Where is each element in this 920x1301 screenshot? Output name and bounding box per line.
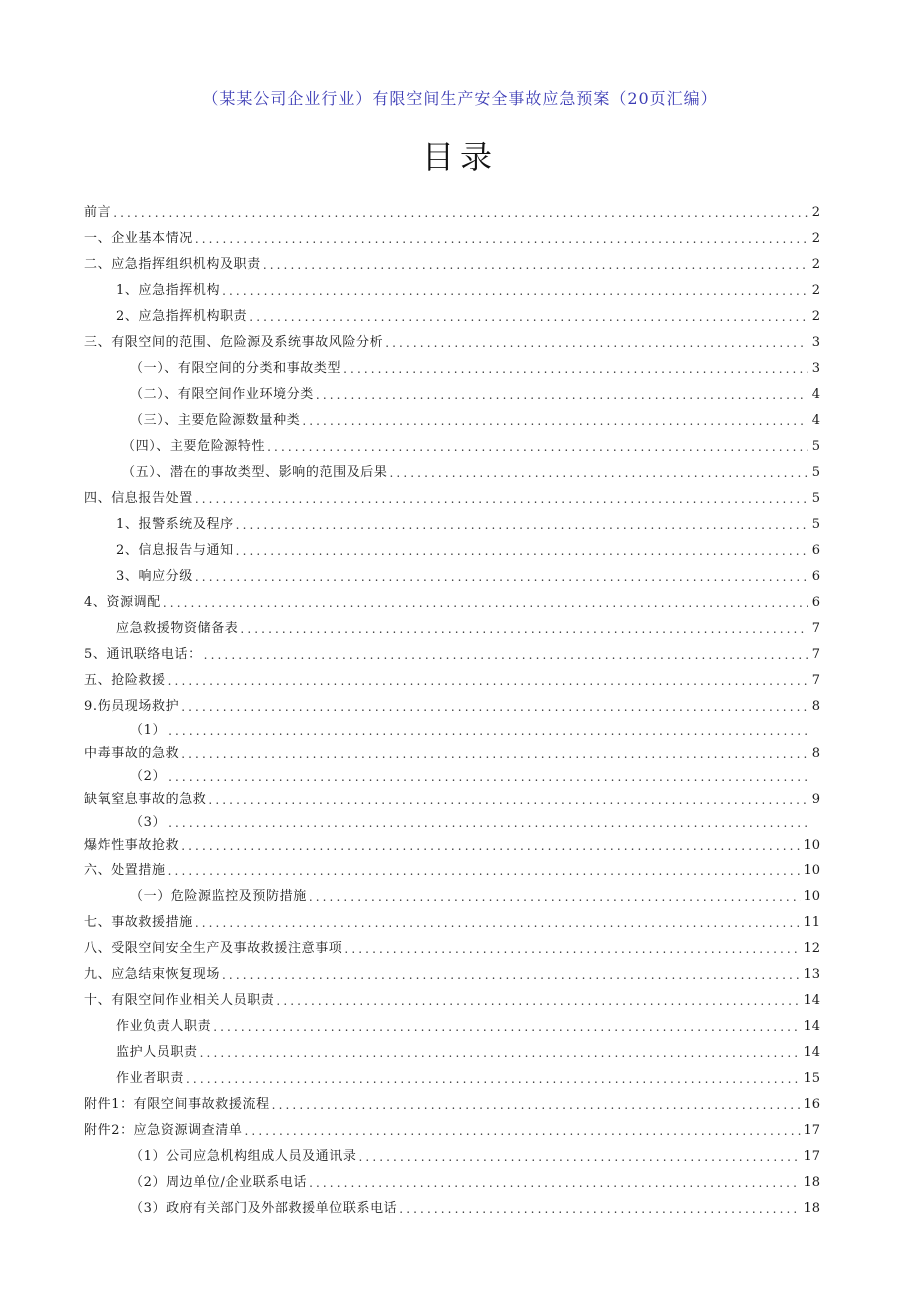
toc-entry[interactable] xyxy=(84,278,820,304)
toc-dot-leader xyxy=(236,512,808,538)
toc-dot-leader xyxy=(309,884,802,910)
toc-entry-label: 八、受限空间安全生产及事故救援注意事项 xyxy=(84,941,343,956)
toc-entry[interactable] xyxy=(84,304,820,330)
toc-entry[interactable] xyxy=(84,200,820,226)
toc-entry[interactable] xyxy=(84,564,820,590)
toc-entry[interactable] xyxy=(84,356,820,382)
toc-entry-label: 应急救援物资储备表 xyxy=(116,621,239,636)
toc-entry-page: 7 xyxy=(811,621,820,636)
toc-dot-leader xyxy=(113,200,808,226)
toc-entry[interactable] xyxy=(84,936,820,962)
toc-dot-leader xyxy=(276,988,801,1014)
toc-entry[interactable] xyxy=(84,512,820,538)
toc-dot-leader xyxy=(272,1092,802,1118)
toc-entry[interactable] xyxy=(84,460,820,486)
toc-entry[interactable] xyxy=(84,1014,820,1040)
toc-dot-leader xyxy=(222,278,808,304)
toc-entry-page: 7 xyxy=(811,647,820,662)
toc-entry[interactable] xyxy=(84,616,820,642)
toc-entry-label: 监护人员职责 xyxy=(116,1045,198,1060)
toc-entry-page: 14 xyxy=(803,1019,820,1034)
toc-dot-leader xyxy=(240,616,808,642)
toc-entry-label: 中毒事故的急救 xyxy=(84,746,180,761)
toc-entry[interactable] xyxy=(84,382,820,408)
toc-dot-leader xyxy=(181,834,801,858)
toc-entry-page: 17 xyxy=(803,1123,820,1138)
toc-entry[interactable] xyxy=(84,486,820,512)
toc-entry[interactable] xyxy=(84,1092,820,1118)
toc-entry[interactable] xyxy=(84,642,820,668)
toc-entry-label: 十、有限空间作业相关人员职责 xyxy=(84,993,275,1008)
toc-dot-leader xyxy=(195,910,802,936)
toc-entry-page: 8 xyxy=(811,699,820,714)
document-title: （某某公司企业行业）有限空间生产安全事故应急预案（20页汇编） xyxy=(202,89,718,108)
toc-entry[interactable] xyxy=(84,1170,820,1196)
toc-entry-label: （五）、潜在的事故类型、影响的范围及后果 xyxy=(122,465,388,480)
toc-entry[interactable] xyxy=(84,538,820,564)
toc-entry-page: 13 xyxy=(803,967,820,982)
toc-entry[interactable] xyxy=(84,910,820,936)
toc-entry-label: （四）、主要危险源特性 xyxy=(122,439,266,454)
toc-dot-leader xyxy=(213,1014,801,1040)
toc-entry-page: 6 xyxy=(811,569,820,584)
toc-entry-page: 6 xyxy=(811,595,820,610)
toc-dot-leader xyxy=(358,1144,801,1170)
toc-dot-leader xyxy=(168,858,802,884)
toc-entry-label: 3、响应分级 xyxy=(116,569,193,584)
toc-dot-leader xyxy=(163,590,808,616)
toc-dot-leader xyxy=(195,564,808,590)
toc-entry[interactable] xyxy=(84,434,820,460)
toc-entry-label: （1）公司应急机构组成人员及通讯录 xyxy=(130,1149,357,1164)
toc-entry-page: 5 xyxy=(811,517,820,532)
toc-entry[interactable] xyxy=(84,330,820,356)
toc-entry[interactable] xyxy=(84,408,820,434)
toc-entry-page: 2 xyxy=(811,283,820,298)
toc-dot-leader xyxy=(200,1040,802,1066)
toc-entry-label: （三）、主要危险源数量种类 xyxy=(130,413,301,428)
toc-entry-label: 作业负责人职责 xyxy=(116,1019,212,1034)
toc-entry[interactable] xyxy=(84,1196,820,1222)
toc-dot-leader xyxy=(186,1066,801,1092)
toc-entry[interactable] xyxy=(84,1144,820,1170)
toc-dot-leader xyxy=(399,1196,801,1222)
toc-entry[interactable] xyxy=(84,834,820,858)
toc-entry-page: 18 xyxy=(803,1201,820,1216)
toc-entry-label: 二、应急指挥组织机构及职责 xyxy=(84,257,261,272)
toc-entry-label: （二）、有限空间作业环境分类 xyxy=(130,387,314,402)
toc-entry-label: 爆炸性事故抢救 xyxy=(84,838,180,853)
toc-entry[interactable] xyxy=(84,884,820,910)
toc-entry[interactable] xyxy=(84,1118,820,1144)
toc-entry[interactable] xyxy=(84,668,820,694)
toc-entry[interactable] xyxy=(84,962,820,988)
toc-dot-leader xyxy=(267,434,808,460)
toc-entry-label: 1、报警系统及程序 xyxy=(116,517,234,532)
toc-entry[interactable] xyxy=(84,252,820,278)
toc-entry-label: 四、信息报告处置 xyxy=(84,491,193,506)
toc-entry[interactable] xyxy=(84,766,820,788)
toc-dot-leader xyxy=(195,226,808,252)
toc-entry-label: （2）周边单位/企业联系电话 xyxy=(130,1175,308,1190)
toc-entry-label: （一）危险源监控及预防措施 xyxy=(130,889,307,904)
toc-entry-label: （2） xyxy=(130,769,167,784)
toc-entry-label: 5、通讯联络电话： xyxy=(84,647,202,662)
toc-dot-leader xyxy=(168,766,808,788)
toc-entry[interactable] xyxy=(84,788,820,812)
toc-entry-page: 18 xyxy=(803,1175,820,1190)
toc-dot-leader xyxy=(168,668,808,694)
toc-entry-page: 4 xyxy=(811,387,820,402)
toc-dot-leader xyxy=(249,304,808,330)
toc-entry-page: 2 xyxy=(811,205,820,220)
toc-dot-leader xyxy=(236,538,808,564)
toc-entry-page: 17 xyxy=(803,1149,820,1164)
toc-entry-label: 作业者职责 xyxy=(116,1071,185,1086)
toc-entry-page: 14 xyxy=(803,993,820,1008)
toc-entry-label: 一、企业基本情况 xyxy=(84,231,193,246)
toc-entry-page: 10 xyxy=(803,863,820,878)
toc-entry-label: 9.伤员现场救护 xyxy=(84,699,180,714)
toc-entry-page: 16 xyxy=(803,1097,820,1112)
toc-entry[interactable] xyxy=(84,590,820,616)
toc-entry-label: 五、抢险救援 xyxy=(84,673,166,688)
toc-entry-label: 1、应急指挥机构 xyxy=(116,283,221,298)
toc-entry-label: （3） xyxy=(130,815,167,830)
toc-dot-leader xyxy=(343,356,808,382)
toc-dot-leader xyxy=(263,252,808,278)
toc-entry-label: 附件2：应急资源调查清单 xyxy=(84,1123,243,1138)
toc-entry-label: 三、有限空间的范围、危险源及系统事故风险分析 xyxy=(84,335,384,350)
toc-dot-leader xyxy=(208,788,808,812)
toc-entry[interactable] xyxy=(84,226,820,252)
toc-dot-leader xyxy=(344,936,801,962)
toc-dot-leader xyxy=(204,642,808,668)
toc-dot-leader xyxy=(309,1170,801,1196)
toc-heading: 目录 xyxy=(421,138,498,176)
toc-entry-page: 7 xyxy=(811,673,820,688)
toc-entry-label: 缺氧窒息事故的急救 xyxy=(84,792,207,807)
toc-entry[interactable] xyxy=(84,720,820,742)
toc-dot-leader xyxy=(222,962,801,988)
toc-entry-label: 九、应急结束恢复现场 xyxy=(84,967,221,982)
toc-entry-page: 2 xyxy=(811,257,820,272)
toc-dot-leader xyxy=(195,486,808,512)
toc-entry[interactable] xyxy=(84,812,820,834)
toc-dot-leader xyxy=(168,812,808,834)
toc-entry-page: 6 xyxy=(811,543,820,558)
toc-entry-page: 11 xyxy=(803,915,820,930)
toc-entry-page: 3 xyxy=(811,335,820,350)
toc-entry-page: 10 xyxy=(803,838,820,853)
toc-entry-label: 前言 xyxy=(84,205,112,220)
toc-entry-label: 4、资源调配 xyxy=(84,595,161,610)
toc-entry-page: 15 xyxy=(803,1071,820,1086)
toc-entry-label: 附件1：有限空间事故救援流程 xyxy=(84,1097,270,1112)
toc-entry-label: 六、处置措施 xyxy=(84,863,166,878)
toc-entry-label: 七、事故救援措施 xyxy=(84,915,193,930)
toc-entry[interactable] xyxy=(84,1066,820,1092)
toc-dot-leader xyxy=(302,408,808,434)
toc-entry-label: 2、信息报告与通知 xyxy=(116,543,234,558)
toc-entry-label: （一）、有限空间的分类和事故类型 xyxy=(130,361,342,376)
table-of-contents xyxy=(84,200,820,1222)
toc-entry-page: 10 xyxy=(803,889,820,904)
toc-entry-page: 2 xyxy=(811,309,820,324)
toc-entry-page: 5 xyxy=(811,465,820,480)
toc-entry-page: 4 xyxy=(811,413,820,428)
toc-entry-page: 3 xyxy=(811,361,820,376)
toc-entry-page: 9 xyxy=(811,792,820,807)
toc-entry-page: 14 xyxy=(803,1045,820,1060)
toc-entry-label: （1） xyxy=(130,723,167,738)
toc-entry-label: 2、应急指挥机构职责 xyxy=(116,309,248,324)
toc-entry-label: （3）政府有关部门及外部救援单位联系电话 xyxy=(130,1201,398,1216)
toc-dot-leader xyxy=(385,330,808,356)
toc-dot-leader xyxy=(168,720,808,742)
toc-dot-leader xyxy=(181,694,808,720)
toc-entry-page: 12 xyxy=(803,941,820,956)
toc-entry[interactable] xyxy=(84,694,820,720)
toc-entry-page: 5 xyxy=(811,439,820,454)
toc-dot-leader xyxy=(316,382,808,408)
toc-dot-leader xyxy=(244,1118,801,1144)
toc-entry-page: 5 xyxy=(811,491,820,506)
toc-dot-leader xyxy=(390,460,808,486)
toc-dot-leader xyxy=(181,742,808,766)
toc-entry[interactable] xyxy=(84,1040,820,1066)
toc-entry-page: 8 xyxy=(811,746,820,761)
toc-entry[interactable] xyxy=(84,742,820,766)
toc-entry-page: 2 xyxy=(811,231,820,246)
toc-entry[interactable] xyxy=(84,858,820,884)
toc-entry[interactable] xyxy=(84,988,820,1014)
